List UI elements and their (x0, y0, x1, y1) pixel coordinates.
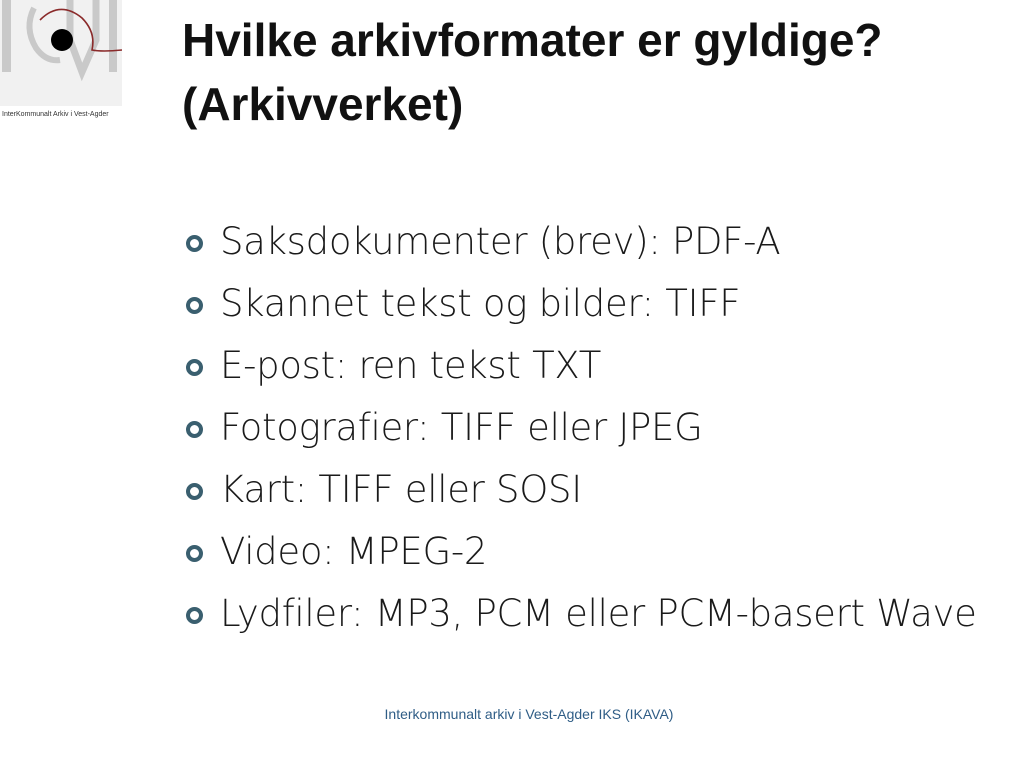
bullet-item (182, 588, 1002, 640)
bullet-item (182, 526, 1002, 578)
bullet-icon (186, 359, 203, 376)
bullet-icon (186, 235, 203, 252)
bullet-text: Saksdokumenter (brev): PDF-A (220, 220, 781, 263)
bullet-icon (186, 297, 203, 314)
bullet-icon (186, 483, 203, 500)
slide-title: Hvilke arkivformater er gyldige? (Arkivverket) (182, 14, 883, 130)
bullet-text: Video: MPEG-2 (220, 530, 488, 573)
bullet-icon (186, 545, 203, 562)
slide-footer: Interkommunalt arkiv i Vest-Agder IKS (IKAVA) (384, 706, 674, 722)
logo-caption: InterKommunalt Arkiv i Vest-Agder (2, 111, 109, 118)
bullet-item (182, 278, 1002, 330)
ikava-logo-icon (0, 0, 122, 106)
bullet-text: Fotografier: TIFF eller JPEG (220, 406, 703, 449)
bullet-item (182, 464, 1002, 516)
bullet-icon (186, 607, 203, 624)
ikava-logo (0, 0, 122, 122)
bullet-item (182, 402, 1002, 454)
bullet-item (182, 216, 1002, 268)
bullet-text: E-post: ren tekst TXT (220, 344, 602, 387)
bullet-text: Kart: TIFF eller SOSI (220, 468, 582, 511)
bullet-text: Skannet tekst og bilder: TIFF (220, 282, 741, 325)
bullet-item (182, 340, 1002, 392)
bullet-list (182, 216, 1002, 650)
bullet-text: Lydfiler: MP3, PCM eller PCM-basert Wave (220, 592, 977, 635)
bullet-icon (186, 421, 203, 438)
